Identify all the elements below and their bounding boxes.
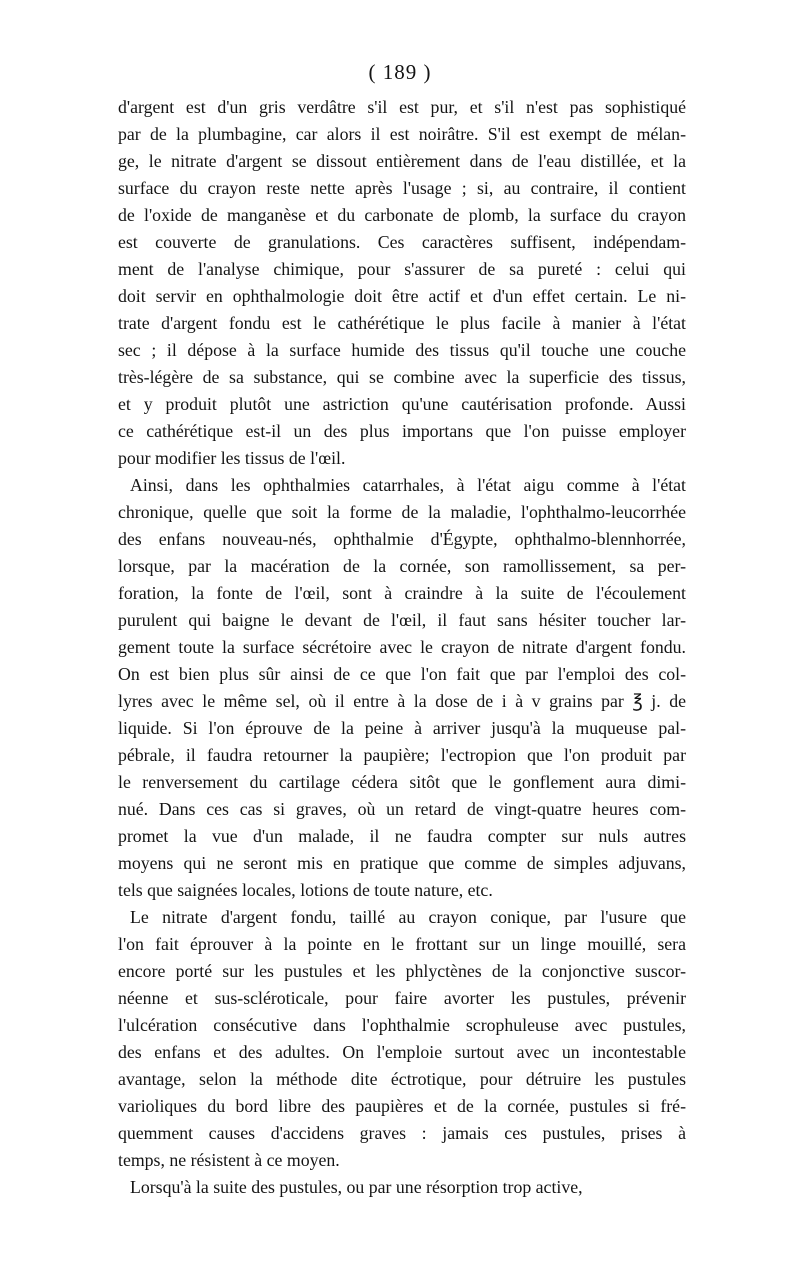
text-line: par de la plumbagine, car alors il est noirâtre. S'il est exempt de mélan- <box>118 124 686 144</box>
text-line: néenne et sus-scléroticale, pour faire avorter les pustules, prévenir <box>118 988 686 1008</box>
text-line: très-légère de sa substance, qui se combine avec la superficie des tissus, <box>118 367 686 387</box>
text-line: gement toute la surface sécrétoire avec le crayon de nitrate d'argent fondu. <box>118 637 686 657</box>
text-line: Ainsi, dans les ophthalmies catarrhales, à l'état aigu comme à l'état <box>130 475 686 495</box>
text-line: est couverte de granulations. Ces caractères suffisent, indépendam- <box>118 232 686 252</box>
text-line: pour modifier les tissus de l'œil. <box>118 448 346 468</box>
text-line: purulent qui baigne le devant de l'œil, il faut sans hésiter toucher lar- <box>118 610 686 630</box>
text-line: quemment causes d'accidens graves : jamais ces pustules, prises à <box>118 1123 686 1143</box>
text-line: de l'oxide de manganèse et du carbonate de plomb, la surface du crayon <box>118 205 686 225</box>
text-line: sec ; il dépose à la surface humide des tissus qu'il touche une couche <box>118 340 686 360</box>
text-line: chronique, quelle que soit la forme de la maladie, l'ophthalmo-leucorrhée <box>118 502 686 522</box>
text-line: ce cathérétique est-il un des plus importans que l'on puisse employer <box>118 421 686 441</box>
text-line: ge, le nitrate d'argent se dissout entièrement dans de l'eau distillée, et la <box>118 151 686 171</box>
paragraph <box>118 94 686 472</box>
text-line: liquide. Si l'on éprouve de la peine à arriver jusqu'à la muqueuse pal- <box>118 718 686 738</box>
text-line: nué. Dans ces cas si graves, où un retard de vingt-quatre heures com- <box>118 799 686 819</box>
text-line: promet la vue d'un malade, il ne faudra compter sur nuls autres <box>118 826 686 846</box>
text-line: l'on fait éprouver à la pointe en le frottant sur un linge mouillé, sera <box>118 934 686 954</box>
text-line: pébrale, il faudra retourner la paupière; l'ectropion que l'on produit par <box>118 745 686 765</box>
text-line: doit servir en ophthalmologie doit être actif et d'un effet certain. Le ni- <box>118 286 686 306</box>
text-line: lorsque, par la macération de la cornée, son ramollissement, sa per- <box>118 556 686 576</box>
text-line: le renversement du cartilage cédera sitôt que le gonflement aura dimi- <box>118 772 686 792</box>
text-line: ment de l'analyse chimique, pour s'assurer de sa pureté : celui qui <box>118 259 686 279</box>
text-line: lyres avec le même sel, où il entre à la dose de i à v grains par ℥ j. de <box>118 691 686 711</box>
text-line: Lorsqu'à la suite des pustules, ou par une résorption trop active, <box>130 1177 583 1197</box>
paragraph <box>118 472 686 904</box>
text-line: encore porté sur les pustules et les phlyctènes de la conjonctive suscor- <box>118 961 686 981</box>
text-line: d'argent est d'un gris verdâtre s'il est pur, et s'il n'est pas sophistiqué <box>118 97 686 117</box>
text-line: temps, ne résistent à ce moyen. <box>118 1150 340 1170</box>
text-line: foration, la fonte de l'œil, sont à craindre à la suite de l'écoulement <box>118 583 686 603</box>
page-number: ( 189 ) <box>368 60 432 84</box>
text-line: moyens qui ne seront mis en pratique que comme de simples adjuvans, <box>118 853 686 873</box>
paragraph <box>118 1174 686 1201</box>
text-line: trate d'argent fondu est le cathérétique le plus facile à manier à l'état <box>118 313 686 333</box>
text-line: On est bien plus sûr ainsi de ce que l'on fait que par l'emploi des col- <box>118 664 686 684</box>
body-text <box>118 94 686 1201</box>
paragraph <box>118 904 686 1174</box>
text-line: avantage, selon la méthode dite éctrotique, pour détruire les pustules <box>118 1069 686 1089</box>
text-line: surface du crayon reste nette après l'usage ; si, au contraire, il contient <box>118 178 686 198</box>
text-line: et y produit plutôt une astriction qu'une cautérisation profonde. Aussi <box>118 394 686 414</box>
text-line: l'ulcération consécutive dans l'ophthalmie scrophuleuse avec pustules, <box>118 1015 686 1035</box>
text-line: Le nitrate d'argent fondu, taillé au crayon conique, par l'usure que <box>130 907 686 927</box>
text-line: des enfans nouveau-nés, ophthalmie d'Égypte, ophthalmo-blennhorrée, <box>118 529 686 549</box>
text-line: varioliques du bord libre des paupières et de la cornée, pustules si fré- <box>118 1096 686 1116</box>
text-line: tels que saignées locales, lotions de toute nature, etc. <box>118 880 493 900</box>
text-line: des enfans et des adultes. On l'emploie surtout avec un incontestable <box>118 1042 686 1062</box>
